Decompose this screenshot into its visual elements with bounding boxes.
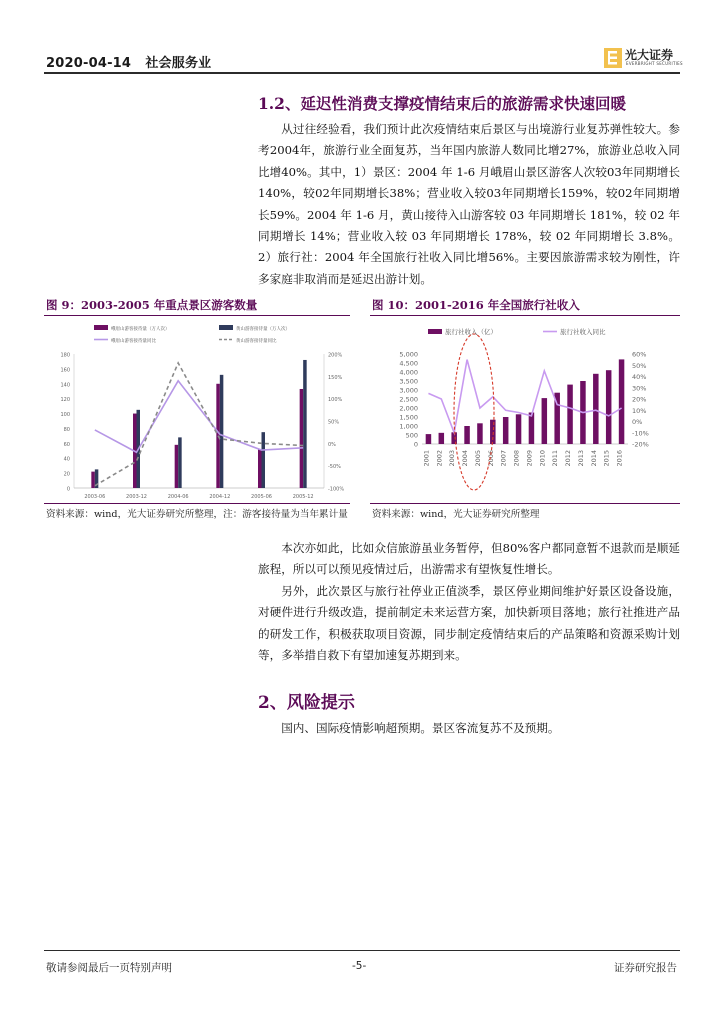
- legend-swatch: [219, 325, 233, 330]
- y2-tick-label: 100%: [328, 397, 343, 404]
- industry-label: 社会服务业: [145, 56, 212, 71]
- line-series-chart10-0: [428, 360, 621, 433]
- x-tick-label: 2003-06: [84, 494, 106, 500]
- y-tick-label: 40: [63, 456, 70, 463]
- legend-label: 旅行社收入（亿）: [445, 328, 497, 336]
- figure-10-bottom-rule: [370, 503, 680, 504]
- legend-swatch: [428, 329, 442, 334]
- figure-9-source: 资料来源：wind，光大证券研究所整理，注：游客接待量为当年累计量: [46, 509, 348, 520]
- y-tick-label: 20: [63, 471, 70, 478]
- bar-chart10-s0: [477, 423, 483, 444]
- section-title-1-2: 1.2、延迟性消费支撑疫情结束后的旅游需求快速回暖: [258, 94, 626, 113]
- page-number: -5-: [352, 960, 367, 972]
- figure-10-top-rule: [370, 315, 680, 316]
- figure-9-bottom-rule: [44, 503, 350, 504]
- paragraph-off-season: 另外，此次景区与旅行社停业正值淡季，景区停业期间维护好景区设备设施，对硬件进行升级改造，提前制定未来运营方案，加快新项目落地；旅行社推进产品的研发工作，积极获取项目资源，同步制定疫情结束后的产品策略和资源采购计划等，多举措自救下有望加速复苏期到来。: [258, 584, 680, 663]
- report-date: 2020-04-14: [46, 56, 132, 71]
- line-series-chart9-0: [95, 381, 303, 452]
- x-tick-label: 2016: [615, 450, 624, 467]
- footer-disclaimer: 敬请参阅最后一页特别声明: [46, 962, 172, 974]
- bar-chart9-s0: [175, 445, 179, 488]
- x-tick-label: 2003-12: [126, 494, 147, 500]
- report-date-and-industry: [46, 52, 211, 71]
- legend-swatch: [94, 325, 108, 330]
- x-tick-label: 2005: [473, 450, 482, 467]
- y-tick-label: 80: [63, 426, 70, 433]
- x-tick-label: 2004-12: [209, 494, 231, 500]
- bar-chart9-s0: [258, 449, 262, 488]
- legend-label: 旅行社收入同比: [560, 328, 606, 336]
- bar-chart9-s1: [178, 437, 182, 488]
- x-tick-label: 2002: [435, 450, 444, 467]
- y-tick-label: 120: [60, 397, 70, 404]
- x-tick-label: 2013: [576, 450, 585, 467]
- y-tick-label: 180: [60, 352, 70, 359]
- y2-tick-label: 200%: [328, 352, 343, 359]
- x-tick-label: 2004: [461, 450, 470, 467]
- x-tick-label: 2007: [499, 450, 508, 467]
- figure-10-source: 资料来源：wind，光大证券研究所整理: [372, 509, 540, 520]
- bar-chart9-s1: [262, 432, 266, 488]
- bar-chart10-s0: [503, 417, 509, 444]
- y-tick-label: 0: [66, 486, 70, 493]
- y-tick-label: 3,500: [399, 377, 418, 386]
- y-tick-label: 4,000: [399, 368, 418, 377]
- bar-chart10-s0: [529, 413, 535, 445]
- x-tick-label: 2004-06: [167, 494, 189, 500]
- y-tick-label: 2,500: [399, 395, 418, 404]
- y2-tick-label: 0%: [328, 441, 336, 448]
- y2-tick-label: 50%: [328, 419, 340, 426]
- x-tick-label: 2011: [551, 450, 560, 467]
- bar-chart10-s0: [426, 434, 432, 444]
- x-tick-label: 2010: [538, 450, 547, 467]
- y-tick-label: 2,000: [399, 404, 418, 413]
- bar-chart9-s1: [220, 375, 224, 488]
- bar-chart10-s0: [439, 433, 445, 444]
- x-tick-label: 2001: [422, 450, 431, 467]
- bar-chart10-s0: [619, 359, 625, 444]
- footer-divider: [44, 950, 680, 951]
- y-tick-label: 500: [405, 431, 418, 440]
- figure-9-title: 图 9：2003-2005 年重点景区游客数量: [46, 298, 258, 312]
- y-tick-label: 1,500: [399, 413, 418, 422]
- logo-subtitle: EVERBRIGHT SECURITIES: [626, 61, 683, 66]
- legend-label: 黄山游客接待量同比: [236, 339, 277, 344]
- y2-tick-label: 50%: [632, 361, 647, 370]
- bar-chart9-s0: [91, 472, 95, 488]
- bar-chart9-s0: [300, 389, 304, 488]
- section-1-2-paragraph: 从过往经验看，我们预计此次疫情结束后景区与出境游行业复苏弹性较大。参考2004年，旅游行业全面复苏，当年国内旅游人数同比增27%，旅游业总收入同比增40%。其中，1）景区：2004 年 1-6 月峨眉山景区游客人次较03年同期增长140%，较02年同期增长38%；营业收入较03年同期增长159%，较02年同期增长59%。2004 年 1-6 月，黄山接待入山游客较 03 年同期增长 181%，较 02 年同期增长 14%；营业收入较 03 年同期增长 178%，较 02 年同期增长 3.8%。2）旅行社：2004 年全国旅行社收入同比增56%。主要因旅游需求较为刚性，许多家庭非取消而是延迟出游计划。: [258, 122, 680, 286]
- paragraph-zhongxin: 本次亦如此，比如众信旅游虽业务暂停，但80%客户都同意暂不退款而是顺延旅程，所以可以预见疫情过后，出游需求有望恢复性增长。: [258, 541, 680, 577]
- x-tick-label: 2008: [512, 450, 521, 467]
- y-tick-label: 1,000: [399, 422, 418, 431]
- y-tick-label: 5,000: [399, 350, 418, 359]
- legend-label: 峨眉山游客接待量同比: [111, 339, 156, 344]
- section-title-2: 2、风险提示: [258, 693, 355, 713]
- y2-tick-label: 40%: [632, 373, 647, 381]
- bar-chart10-s0: [516, 414, 522, 444]
- x-tick-label: 2003: [448, 450, 457, 467]
- y-tick-label: 160: [60, 367, 70, 374]
- figure-9-chart: [44, 318, 350, 502]
- bar-chart10-s0: [542, 398, 548, 444]
- company-logo: [604, 46, 686, 70]
- y-tick-label: 100: [60, 412, 70, 419]
- figure-10-chart: [370, 318, 680, 502]
- figure-10-title: 图 10：2001-2016 年全国旅行社收入: [372, 298, 580, 312]
- y2-tick-label: 0%: [632, 418, 643, 426]
- y2-tick-label: 10%: [632, 406, 647, 415]
- y-tick-label: 0: [413, 440, 418, 449]
- x-tick-label: 2006: [486, 450, 495, 467]
- logo-name: 光大证券: [625, 48, 674, 62]
- header-divider: [44, 72, 680, 74]
- y-tick-label: 60: [63, 441, 70, 448]
- bar-chart10-s0: [464, 426, 470, 444]
- x-tick-label: 2005-06: [251, 494, 272, 500]
- x-tick-label: 2005-12: [292, 494, 314, 500]
- footer-report-type: 证券研究报告: [614, 962, 677, 974]
- x-tick-label: 2015: [602, 450, 611, 467]
- y2-tick-label: 30%: [632, 384, 647, 393]
- line-series-chart9-1: [95, 363, 303, 486]
- y-tick-label: 140: [60, 382, 70, 389]
- x-tick-label: 2014: [589, 450, 598, 467]
- y2-tick-label: -10%: [632, 429, 649, 438]
- logo-mark-icon: [604, 48, 622, 68]
- bar-chart10-s0: [593, 374, 599, 444]
- y2-tick-label: 60%: [632, 350, 647, 359]
- x-tick-label: 2012: [564, 450, 573, 467]
- y-tick-label: 3,000: [399, 386, 418, 395]
- y2-tick-label: -20%: [632, 440, 649, 449]
- y2-tick-label: 150%: [328, 374, 343, 381]
- legend-label: 黄山游客接待量（万人次）: [236, 327, 290, 332]
- y2-tick-label: 20%: [632, 395, 647, 404]
- risk-paragraph: 国内、国际疫情影响超预期。景区客流复苏不及预期。: [281, 721, 560, 735]
- bar-chart10-s0: [567, 385, 573, 444]
- y2-tick-label: -50%: [328, 464, 341, 471]
- legend-label: 峨眉山游客接待量（万人次）: [111, 327, 170, 332]
- x-tick-label: 2009: [525, 450, 534, 467]
- y-tick-label: 4,500: [399, 359, 418, 368]
- y2-tick-label: -100%: [328, 486, 345, 493]
- figure-9-top-rule: [44, 315, 350, 316]
- bar-chart10-s0: [606, 370, 612, 444]
- bar-chart9-s1: [303, 360, 307, 488]
